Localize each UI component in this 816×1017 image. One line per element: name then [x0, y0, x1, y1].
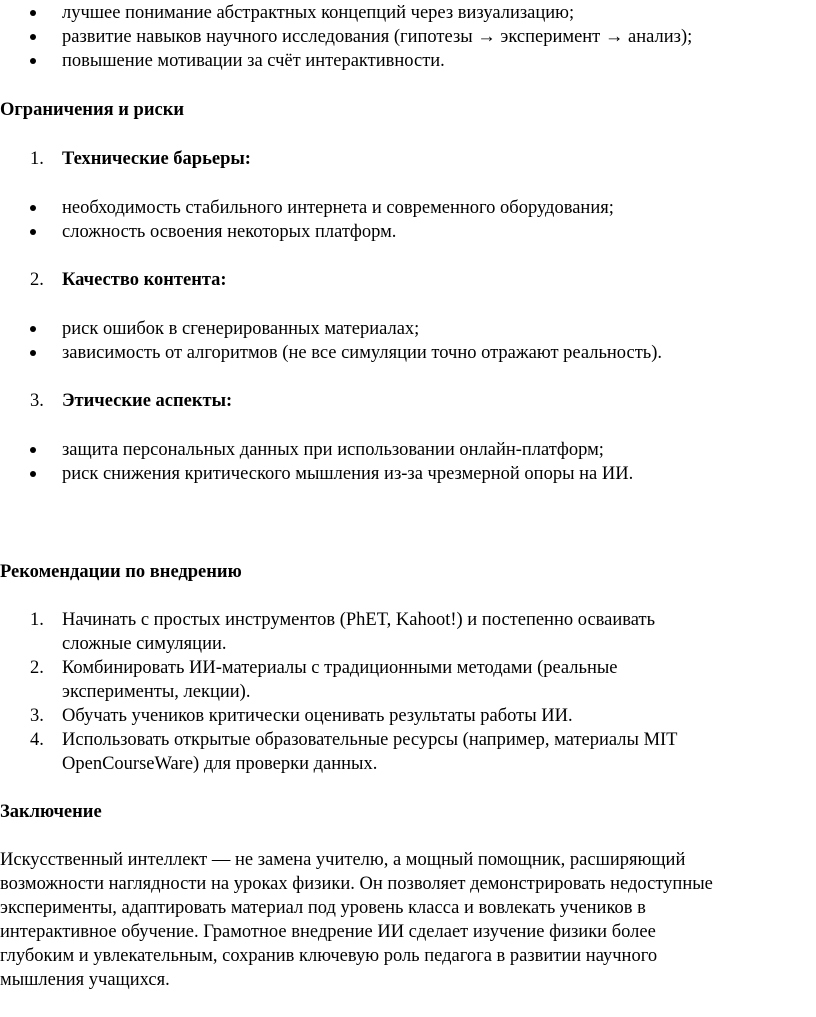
list-item-text: необходимость стабильного интернета и современного оборудования; — [62, 198, 614, 218]
list-item-text: повышение мотивации за счёт интерактивности. — [62, 51, 445, 71]
list-number: 4. — [30, 730, 44, 750]
list-number: 2. — [30, 658, 44, 678]
list-item-text: Комбинировать ИИ-материалы с традиционными методами (реальные — [62, 658, 618, 678]
list-number: 3. — [30, 391, 44, 411]
list-number: 1. — [30, 610, 44, 630]
list-number: 3. — [30, 706, 44, 726]
section-heading-recommendations: Рекомендации по внедрению — [0, 562, 242, 582]
list-item-text: зависимость от алгоритмов (не все симуляции точно отражают реальность). — [62, 343, 663, 363]
bullet-icon — [30, 10, 36, 16]
list-item-continuation: OpenCourseWare) для проверки данных. — [62, 754, 378, 774]
list-item-text: лучшее понимание абстрактных концепций через визуализацию; — [62, 3, 575, 23]
list-item-text: развитие навыков научного исследования (гипотезы → эксперимент → анализ); — [62, 27, 693, 47]
list-item-text: защита персональных данных при использовании онлайн-платформ; — [62, 440, 604, 460]
group-title: Этические аспекты: — [62, 391, 233, 411]
paragraph-line: глубоким и увлекательным, сохранив ключевую роль педагога в развитии научного — [0, 946, 658, 966]
list-number: 2. — [30, 270, 44, 290]
group-title: Технические барьеры: — [62, 149, 251, 169]
paragraph-line: эксперименты, адаптировать материал под уровень класса и вовлекать учеников в — [0, 898, 646, 918]
section-heading-conclusion: Заключение — [0, 802, 102, 822]
bullet-icon — [30, 471, 36, 477]
list-item-text: сложность освоения некоторых платформ. — [62, 222, 397, 242]
bullet-icon — [30, 34, 36, 40]
bullet-icon — [30, 350, 36, 356]
list-item-text: Начинать с простых инструментов (PhET, Kahoot!) и постепенно осваивать — [62, 610, 656, 630]
list-item-text: риск снижения критического мышления из-за чрезмерной опоры на ИИ. — [62, 464, 634, 484]
paragraph-line: возможности наглядности на уроках физики. Он позволяет демонстрировать недоступные — [0, 874, 713, 894]
paragraph-line: мышления учащихся. — [0, 970, 170, 990]
list-item-text: Использовать открытые образовательные ресурсы (например, материалы MIT — [62, 730, 678, 750]
list-item-continuation: эксперименты, лекции). — [62, 682, 251, 702]
paragraph-line: Искусственный интеллект — не замена учителю, а мощный помощник, расширяющий — [0, 850, 686, 870]
bullet-icon — [30, 58, 36, 64]
bullet-icon — [30, 205, 36, 211]
section-heading-limits: Ограничения и риски — [0, 100, 185, 120]
bullet-icon — [30, 326, 36, 332]
bullet-icon — [30, 229, 36, 235]
paragraph-line: интерактивное обучение. Грамотное внедрение ИИ сделает изучение физики более — [0, 922, 656, 942]
list-item-text: риск ошибок в сгенерированных материалах; — [62, 319, 420, 339]
group-title: Качество контента: — [62, 270, 227, 290]
list-item-text: Обучать учеников критически оценивать результаты работы ИИ. — [62, 706, 573, 726]
list-number: 1. — [30, 149, 44, 169]
list-item-continuation: сложные симуляции. — [62, 634, 227, 654]
bullet-icon — [30, 447, 36, 453]
